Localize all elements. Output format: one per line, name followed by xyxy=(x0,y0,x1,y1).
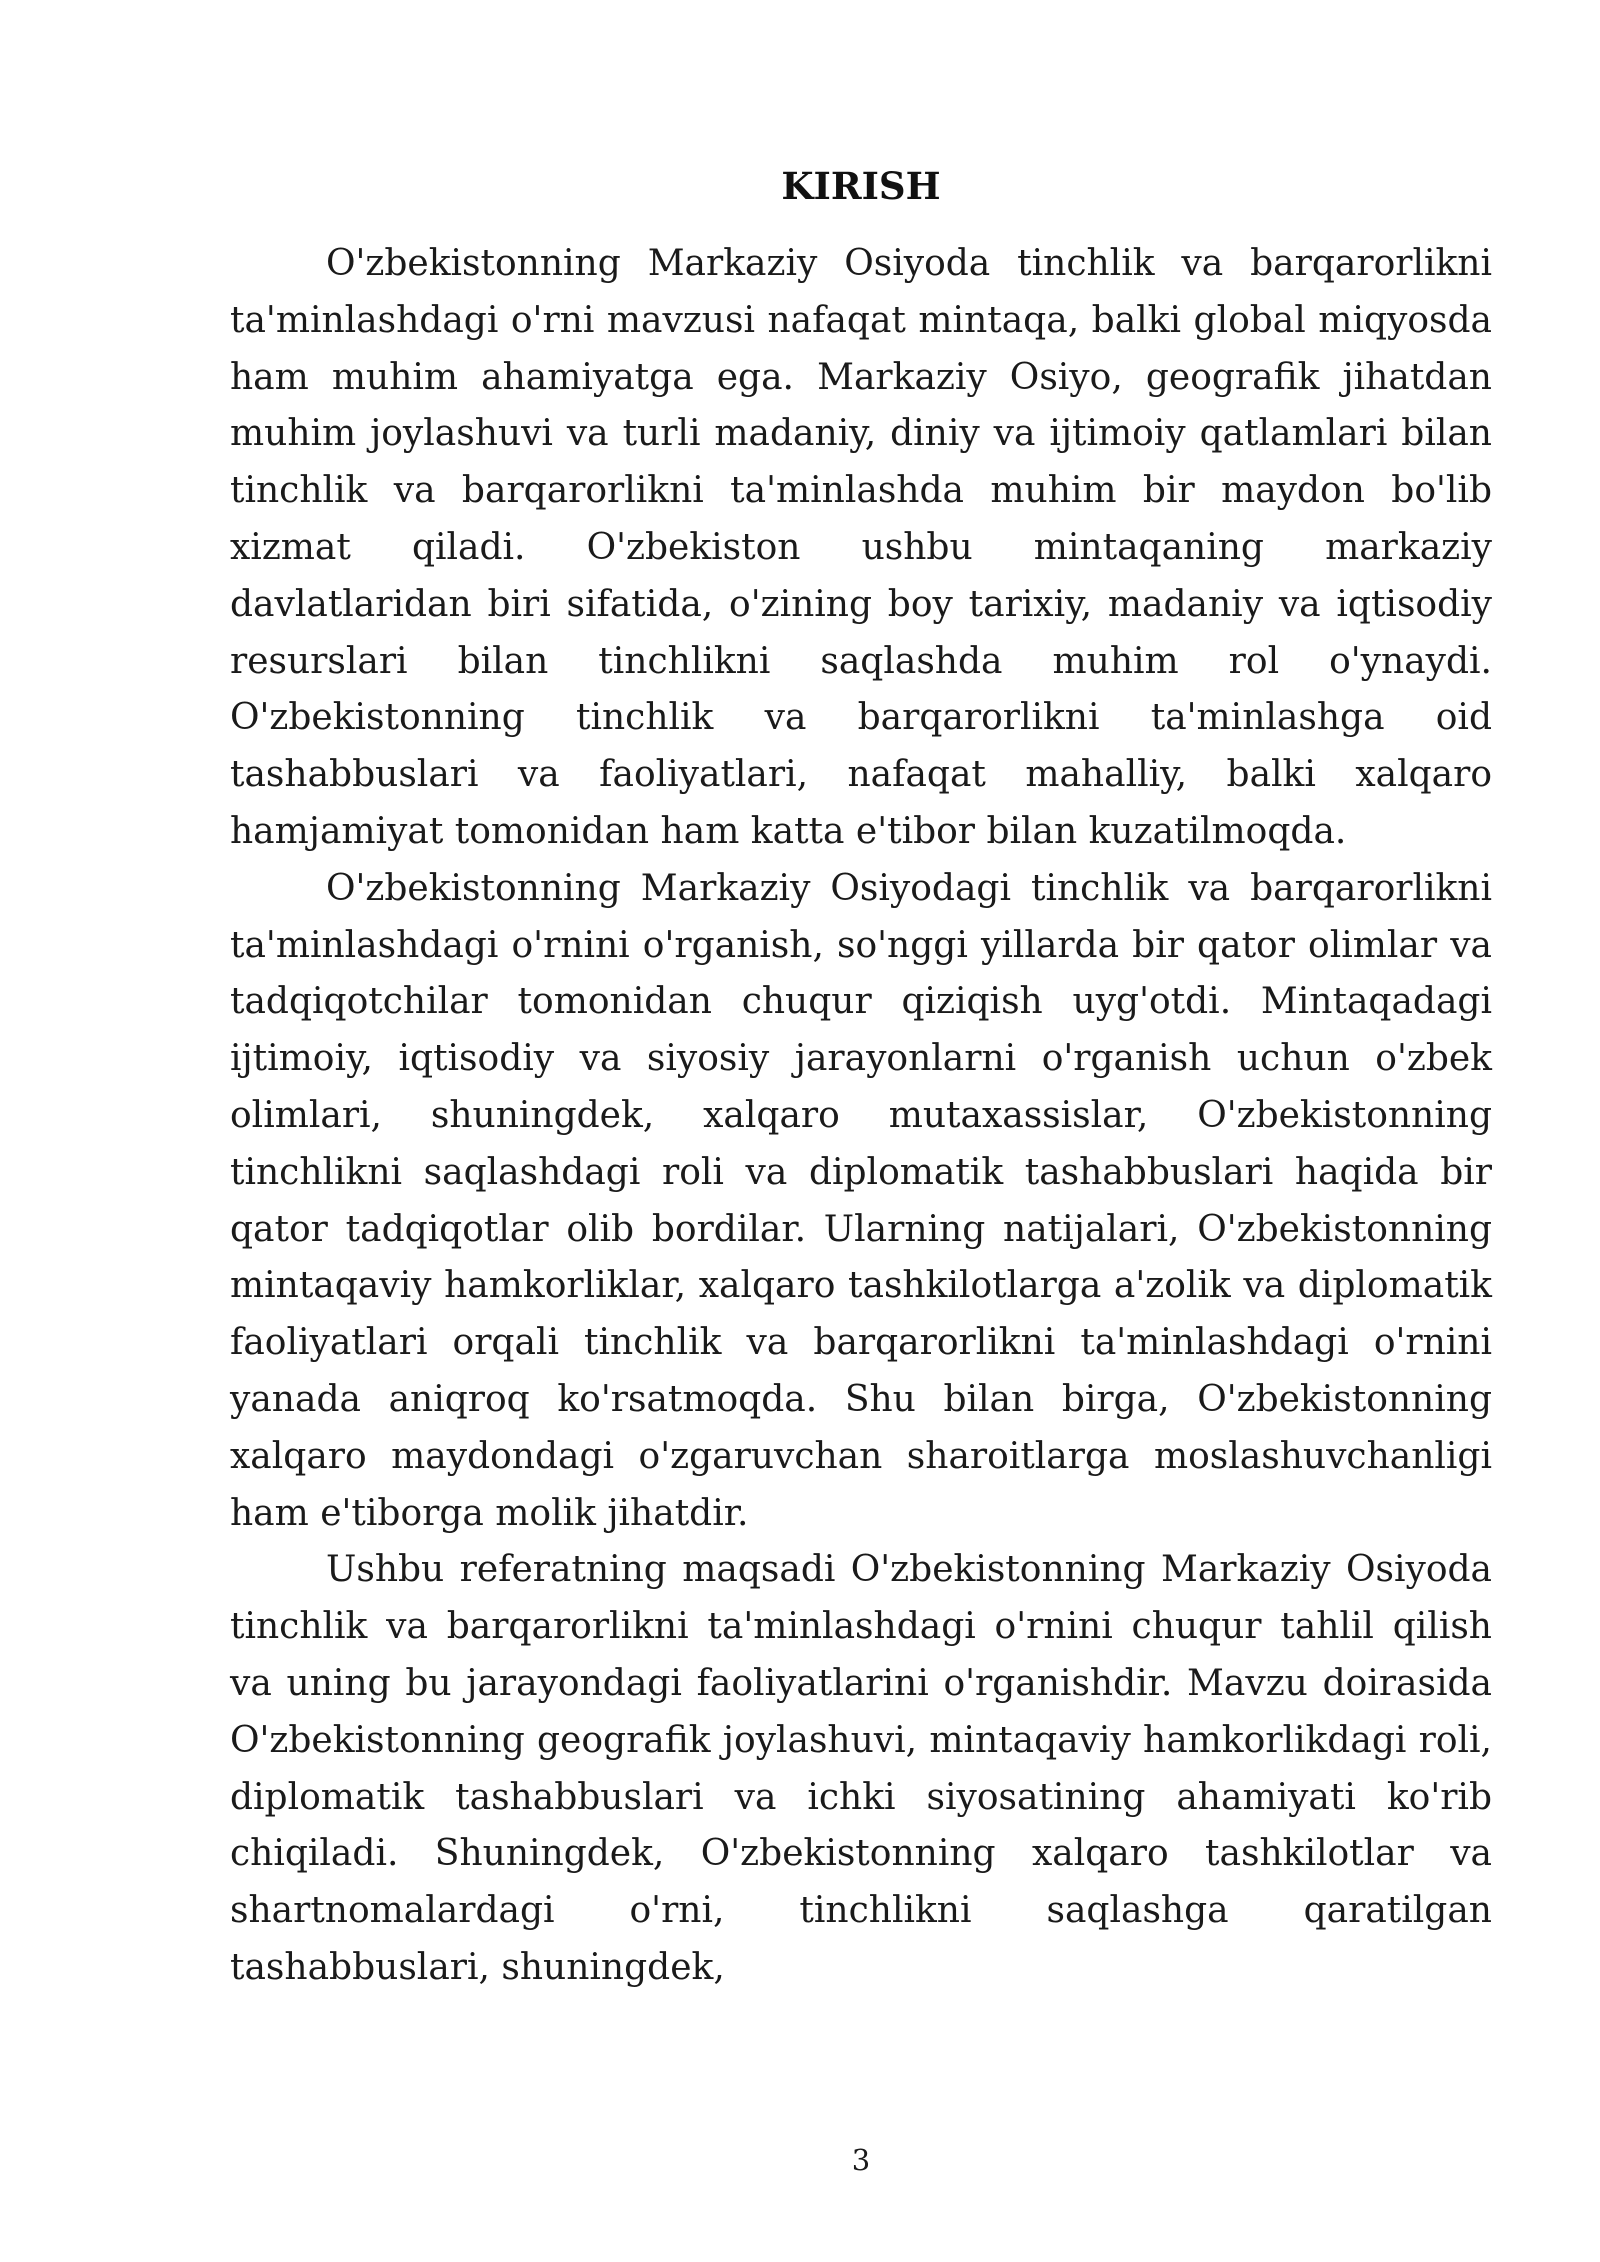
page-content xyxy=(230,158,1492,1997)
paragraph-2: O'zbekistonning Markaziy Osiyodagi tinchlik va barqarorlikni ta'minlashdagi o'rnini o'rganish, so'nggi yillarda bir qator olimlar va tadqiqotchilar tomonidan chuqur qiziqish uyg'otdi. Mintaqadagi ijtimoiy, iqtisodiy va siyosiy jarayonlarni o'rganish uchun o'zbek olimlari, shuningdek, xalqaro mutaxassislar, O'zbekistonning tinchlikni saqlashdagi roli va diplomatik tashabbuslari haqida bir qator tadqiqotlar olib bordilar. Ularning natijalari, O'zbekistonning mintaqaviy hamkorliklar, xalqaro tashkilotlarga a'zolik va diplomatik faoliyatlari orqali tinchlik va barqarorlikni ta'minlashdagi o'rnini yanada aniqroq ko'rsatmoqda. Shu bilan birga, O'zbekistonning xalqaro maydondagi o'zgaruvchan sharoitlarga moslashuvchanligi ham e'tiborga molik jihatdir. xyxy=(230,867,1492,1534)
page-number: 3 xyxy=(851,2143,871,2177)
paragraph-1: O'zbekistonning Markaziy Osiyoda tinchlik va barqarorlikni ta'minlashdagi o'rni mavzusi nafaqat mintaqa, balki global miqyosda ham muhim ahamiyatga ega. Markaziy Osiyo, geografik jihatdan muhim joylashuvi va turli madaniy, diniy va ijtimoiy qatlamlari bilan tinchlik va barqarorlikni ta'minlashda muhim bir maydon bo'lib xizmat qiladi. O'zbekiston ushbu mintaqaning markaziy davlatlaridan biri sifatida, o'zining boy tarixiy, madaniy va iqtisodiy resurslari bilan tinchlikni saqlashda muhim rol o'ynaydi. O'zbekistonning tinchlik va barqarorlikni ta'minlashga oid tashabbuslari va faoliyatlari, nafaqat mahalliy, balki xalqaro hamjamiyat tomonidan ham katta e'tibor bilan kuzatilmoqda. xyxy=(230,243,1492,852)
section-heading: KIRISH xyxy=(781,164,941,208)
paragraph-3: Ushbu referatning maqsadi O'zbekistonning Markaziy Osiyoda tinchlik va barqarorlikni ta'minlashdagi o'rnini chuqur tahlil qilish va uning bu jarayondagi faoliyatlarini o'rganishdir. Mavzu doirasida O'zbekistonning geografik joylashuvi, mintaqaviy hamkorlikdagi roli, diplomatik tashabbuslari va ichki siyosatining ahamiyati ko'rib chiqiladi. Shuningdek, O'zbekistonning xalqaro tashkilotlar va shartnomalardagi o'rni, tinchlikni saqlashga qaratilgan tashabbuslari, shuningdek, xyxy=(230,1549,1492,1988)
